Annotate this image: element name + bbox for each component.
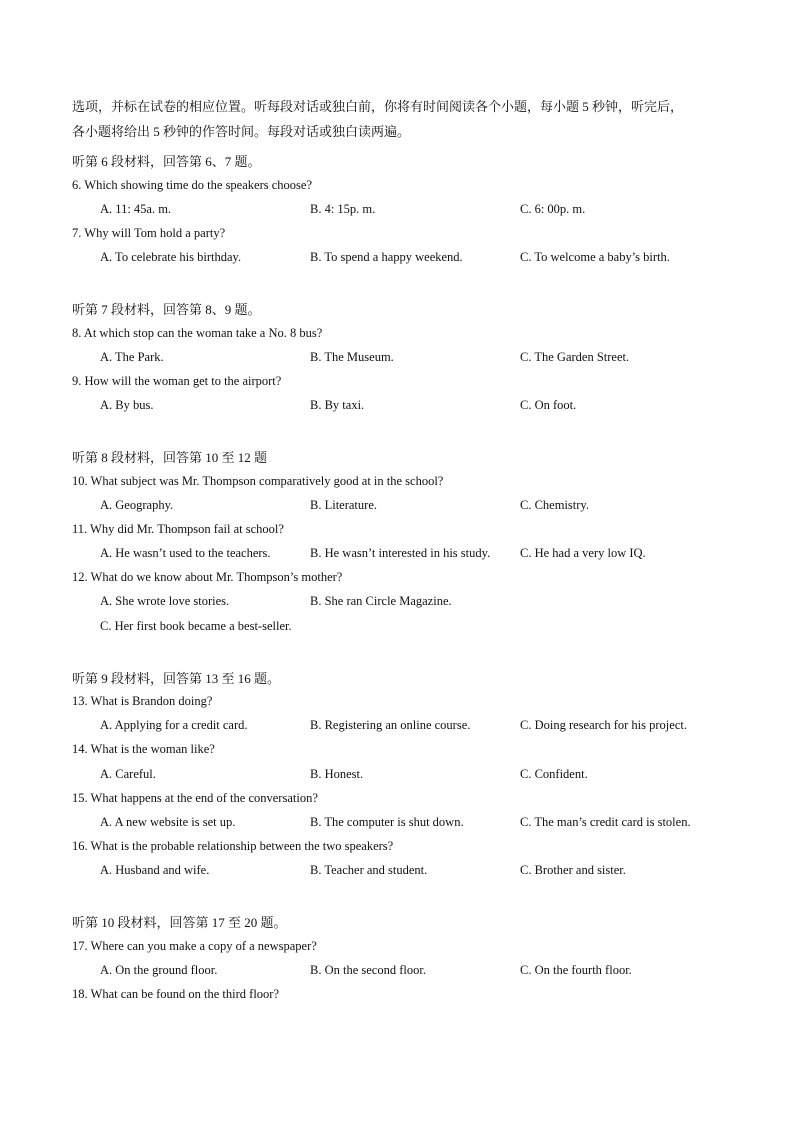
option-10b: B. Literature. <box>310 498 377 512</box>
section-heading: 听第 10 段材料，回答第 17 至 20 题。 <box>72 915 287 930</box>
question-11: 11. Why did Mr. Thompson fail at school? <box>72 522 284 536</box>
option-10c: C. Chemistry. <box>520 498 589 512</box>
option-10a: A. Geography. <box>100 498 174 512</box>
option-9b: B. By taxi. <box>310 398 365 412</box>
option-9c: C. On foot. <box>520 398 577 412</box>
option-17b: B. On the second floor. <box>310 963 426 977</box>
option-16a: A. Husband and wife. <box>100 863 210 877</box>
question-16: 16. What is the probable relationship between the two speakers? <box>72 839 394 853</box>
section-heading: 听第 7 段材料，回答第 8、9 题。 <box>72 302 261 317</box>
option-7a: A. To celebrate his birthday. <box>100 250 242 264</box>
question-8: 8. At which stop can the woman take a No. 8 bus? <box>72 326 323 340</box>
option-8c: C. The Garden Street. <box>520 350 630 364</box>
option-12c: C. Her first book became a best-seller. <box>100 619 292 633</box>
option-11b: B. He wasn’t interested in his study. <box>310 546 491 560</box>
option-11a: A. He wasn’t used to the teachers. <box>100 546 271 560</box>
option-11c: C. He had a very low IQ. <box>520 546 646 560</box>
option-6b: B. 4: 15p. m. <box>310 202 376 216</box>
question-17: 17. Where can you make a copy of a newspaper? <box>72 939 317 953</box>
option-16b: B. Teacher and student. <box>310 863 428 877</box>
section-heading: 听第 9 段材料，回答第 13 至 16 题。 <box>72 671 281 686</box>
section-heading: 听第 8 段材料，回答第 10 至 12 题 <box>72 450 268 465</box>
question-9: 9. How will the woman get to the airport? <box>72 374 282 388</box>
option-13c: C. Doing research for his project. <box>520 718 687 732</box>
option-15b: B. The computer is shut down. <box>310 815 464 829</box>
option-6c: C. 6: 00p. m. <box>520 202 586 216</box>
option-14a: A. Careful. <box>100 767 156 781</box>
question-6: 6. Which showing time do the speakers choose? <box>72 178 312 192</box>
option-17c: C. On the fourth floor. <box>520 963 632 977</box>
option-9a: A. By bus. <box>100 398 154 412</box>
option-15c: C. The man’s credit card is stolen. <box>520 815 691 829</box>
option-14c: C. Confident. <box>520 767 588 781</box>
instructions-line-1: 选项，并标在试卷的相应位置。听每段对话或独白前，你将有时间阅读各个小题，每小题 5 秒钟，听完后， <box>72 99 684 114</box>
instructions-line-2: 各小题将给出 5 秒钟的作答时间。每段对话或独白读两遍。 <box>72 124 411 139</box>
instructions <box>72 94 737 144</box>
question-14: 14. What is the woman like? <box>72 742 215 756</box>
option-8a: A. The Park. <box>100 350 164 364</box>
option-12a: A. She wrote love stories. <box>100 594 230 608</box>
question-10: 10. What subject was Mr. Thompson comparatively good at in the school? <box>72 474 444 488</box>
option-7b: B. To spend a happy weekend. <box>310 250 463 264</box>
question-18: 18. What can be found on the third floor? <box>72 987 280 1001</box>
question-12: 12. What do we know about Mr. Thompson’s mother? <box>72 570 343 584</box>
option-13a: A. Applying for a credit card. <box>100 718 248 732</box>
option-8b: B. The Museum. <box>310 350 394 364</box>
question-13: 13. What is Brandon doing? <box>72 694 213 708</box>
option-6a: A. 11: 45a. m. <box>100 202 172 216</box>
option-16c: C. Brother and sister. <box>520 863 626 877</box>
option-14b: B. Honest. <box>310 767 364 781</box>
question-7: 7. Why will Tom hold a party? <box>72 226 226 240</box>
section-heading: 听第 6 段材料，回答第 6、7 题。 <box>72 154 261 169</box>
option-7c: C. To welcome a baby’s birth. <box>520 250 670 264</box>
option-13b: B. Registering an online course. <box>310 718 471 732</box>
option-17a: A. On the ground floor. <box>100 963 218 977</box>
option-15a: A. A new website is set up. <box>100 815 236 829</box>
question-15: 15. What happens at the end of the conversation? <box>72 791 318 805</box>
option-12b: B. She ran Circle Magazine. <box>310 594 452 608</box>
